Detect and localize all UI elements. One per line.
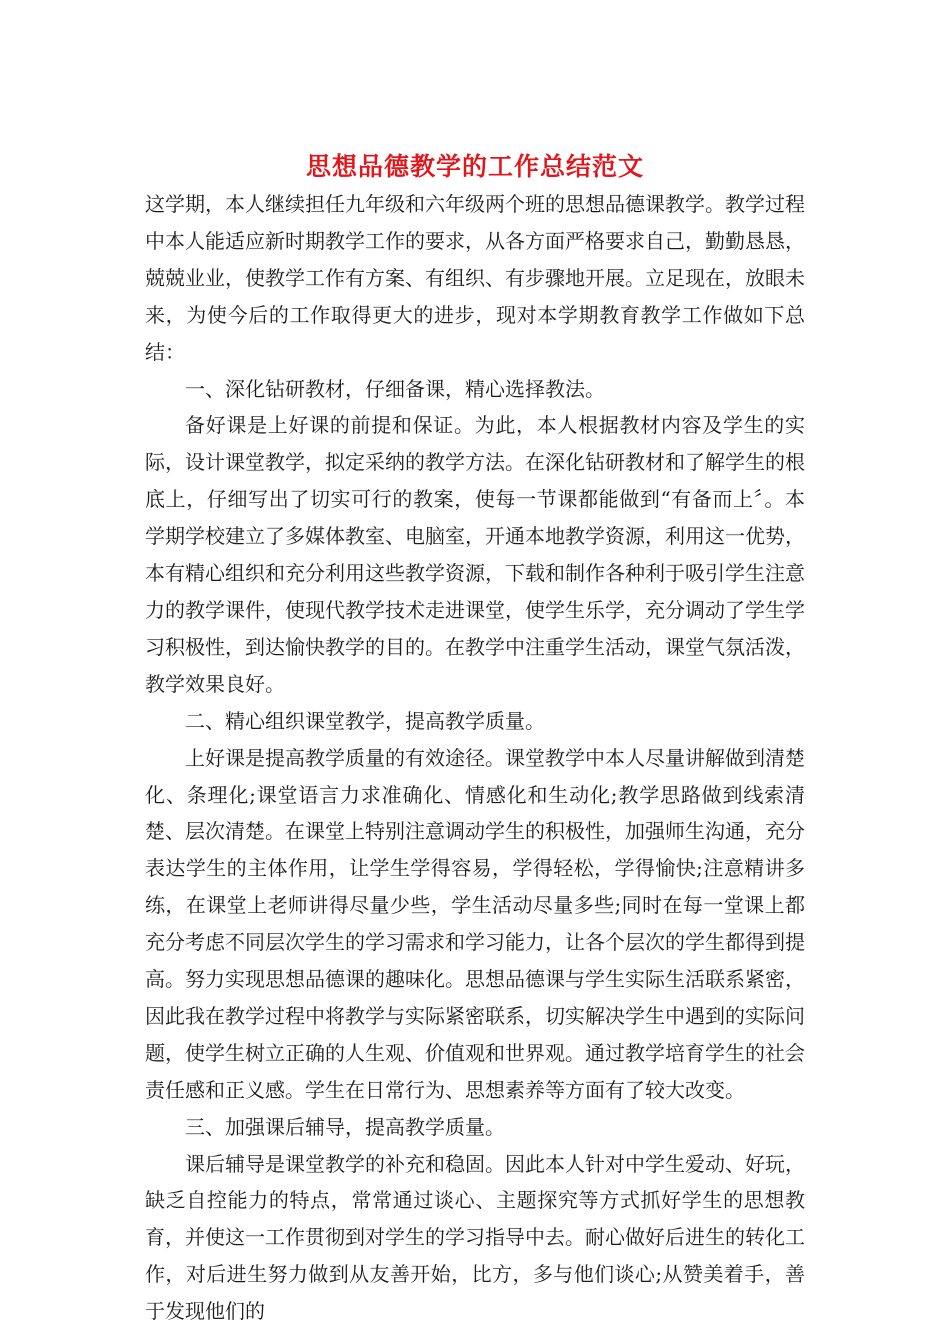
section-heading-2: 二、精心组织课堂教学，提高教学质量。 xyxy=(185,708,545,733)
document-body xyxy=(145,186,805,1330)
paragraph-section-2: 上好课是提高教学质量的有效途径。课堂教学中本人尽量讲解做到清楚化、条理化;课堂语言力求准确化、情感化和生动化;教学思路做到线索清楚、层次清楚。在课堂上特别注意调动学生的积极性，加强师生沟通，充分表达学生的主体作用，让学生学得容易，学得轻松，学得愉快;注意精讲多练，在课堂上老师讲得尽量少些，学生活动尽量多些;同时在每一堂课上都充分考虑不同层次学生的学习需求和学习能力，让各个层次的学生都得到提高。努力实现思想品德课的趣味化。思想品德课与学生实际生活联系紧密，因此我在教学过程中将教学与实际紧密联系，切实解决学生中遇到的实际问题，使学生树立正确的人生观、价值观和世界观。通过教学培育学生的社会责任感和正义感。学生在日常行为、思想素养等方面有了较大改变。 xyxy=(145,745,805,1102)
paragraph-intro: 这学期，本人继续担任九年级和六年级两个班的思想品德课教学。教学过程中本人能适应新时期教学工作的要求，从各方面严格要求自己，勤勤恳恳，兢兢业业，使教学工作有方案、有组织、有步骤地开展。立足现在，放眼未来，为使今后的工作取得更大的进步，现对本学期教育教学工作做如下总结： xyxy=(145,192,805,364)
document-title: 思想品德教学的工作总结范文 xyxy=(305,152,644,181)
section-heading-1: 一、深化钻研教材，仔细备课，精心选择教法。 xyxy=(185,376,605,401)
section-heading-3: 三、加强课后辅导，提高教学质量。 xyxy=(185,1114,505,1139)
paragraph-section-3: 课后辅导是课堂教学的补充和稳固。因此本人针对中学生爱动、好玩，缺乏自控能力的特点，常常通过谈心、主题探究等方式抓好学生的思想教育，并使这一工作贯彻到对学生的学习指导中去。耐心做好后进生的转化工作，对后进生努力做到从友善开始，比方，多与他们谈心;从赞美着手，善于发现他们的 xyxy=(145,1151,805,1324)
paragraph-section-1: 备好课是上好课的前提和保证。为此，本人根据教材内容及学生的实际，设计课堂教学，拟定采纳的教学方法。在深化钻研教材和了解学生的根底上，仔细写出了切实可行的教案，使每一节课都能做到“有备而上〞。本学期学校建立了多媒体教室、电脑室，开通本地教学资源，利用这一优势，本有精心组织和充分利用这些教学资源，下载和制作各种利于吸引学生注意力的教学课件，使现代教学技术走进课堂，使学生乐学，充分调动了学生学习积极性，到达愉快教学的目的。在教学中注重学生活动，课堂气氛活泼，教学效果良好。 xyxy=(145,413,805,696)
